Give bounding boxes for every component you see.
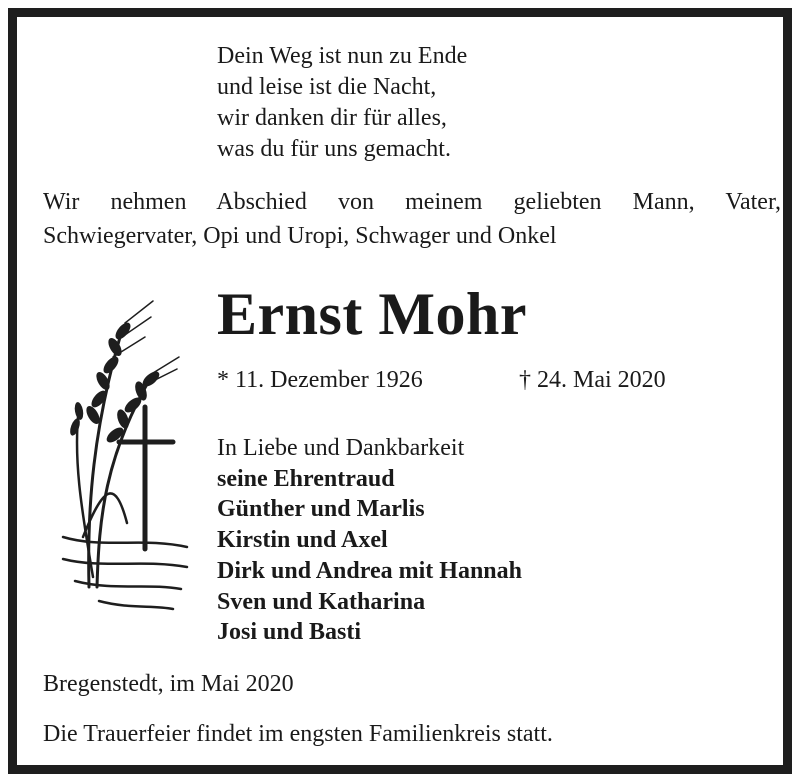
mourner-name: Josi und Basti [217,619,362,646]
mourner-name: Kirstin und Axel [217,527,388,554]
place-and-date: Bregenstedt, im Mai 2020 [43,671,294,697]
deceased-name: Ernst Mohr [217,281,527,347]
mourner-name: Dirk und Andrea mit Hannah [217,557,522,584]
intro-line-2: Schwiegervater, Opi und Uropi, Schwager und Onkel [43,223,557,249]
funeral-note: Die Trauerfeier findet im engsten Familienkreis statt. [43,721,553,747]
mourners-list [217,433,522,648]
death-date: † 24. Mai 2020 [519,367,666,393]
mourner-name: Günther und Marlis [217,496,425,523]
farewell-intro [43,185,781,253]
mourners-lead: In Liebe und Dankbarkeit [217,435,465,461]
poem-line: und leise ist die Nacht, [217,74,437,100]
poem-line: Dein Weg ist nun zu Ende [217,43,468,69]
poem-line: was du für uns gemacht. [217,136,451,162]
mourner-name: Sven und Katharina [217,588,426,615]
poem [217,41,467,165]
mourner-name: seine Ehrentraud [217,465,395,492]
intro-line-1: Wir nehmen Abschied von meinem geliebten Mann, Vater, [43,189,781,215]
poem-line: wir danken dir für alles, [217,105,447,131]
birth-date: * 11. Dezember 1926 [217,367,423,393]
obituary-notice [8,8,792,774]
wheat-and-cross-icon [53,287,193,627]
